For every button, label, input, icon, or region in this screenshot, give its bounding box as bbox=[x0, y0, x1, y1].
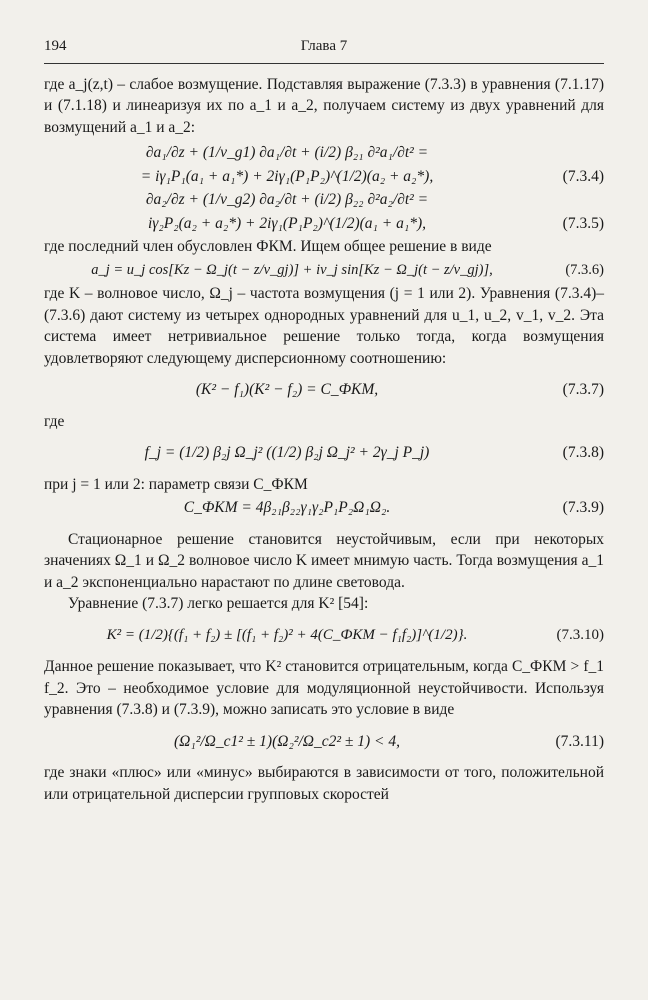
equation-7-3-6 bbox=[44, 260, 604, 282]
running-head bbox=[44, 36, 604, 64]
equation-body: = iγ₁P₁(a₁ + a₁*) + 2iγ₁(P₁P₂)^(1/2)(a₂ + a₂*), bbox=[140, 167, 434, 185]
equation-body: (Ω₁²/Ω_c1² ± 1)(Ω₂²/Ω_c2² ± 1) < 4, bbox=[173, 732, 401, 750]
paragraph: при j = 1 или 2: параметр связи C_ФКМ bbox=[44, 475, 308, 493]
equation-body: ∂a₁/∂z + (1/v_g1) ∂a₁/∂t + (i/2) β₂₁ ∂²a₁/∂t² = bbox=[145, 144, 429, 161]
paragraph: где знаки «плюс» или «минус» выбираются в зависимости от того, положительной или отрицательной дисперсии групповых скоростей bbox=[44, 764, 604, 803]
equation-number: (7.3.4) bbox=[562, 167, 604, 185]
paragraph: где последний член обусловлен ФКМ. Ищем общее решение в виде bbox=[44, 238, 492, 255]
equation-7-3-7 bbox=[44, 379, 604, 401]
equation-number: (7.3.5) bbox=[562, 214, 604, 232]
equation-body: ∂a₂/∂z + (1/v_g2) ∂a₂/∂t + (i/2) β₂₂ ∂²a₂/∂t² = bbox=[145, 191, 429, 208]
equation-7-3-10 bbox=[44, 625, 604, 647]
equation-7-3-9 bbox=[44, 497, 604, 519]
equation-7-3-5 bbox=[44, 213, 604, 235]
page-number: 194 bbox=[44, 38, 67, 54]
equation-body: C_ФКМ = 4β₂₁β₂₂γ₁γ₂P₁P₂Ω₁Ω₂. bbox=[183, 499, 391, 516]
paragraph: Стационарное решение становится неустойчивым, если при некоторых значениях Ω_1 и Ω_2 волновое число K имеет мнимую часть. Тогда возмущения a_1 и a_2 экспоненциально нарастают по длине световода. bbox=[44, 530, 604, 591]
equation-number: (7.3.11) bbox=[555, 732, 604, 750]
equation-number: (7.3.8) bbox=[562, 444, 604, 461]
paragraph: Уравнение (7.3.7) легко решается для K² [54]: bbox=[68, 595, 369, 612]
paragraph: где bbox=[44, 412, 65, 430]
equation-7-3-11 bbox=[44, 731, 604, 753]
equation-7-3-4 bbox=[44, 166, 604, 188]
page bbox=[44, 36, 604, 805]
paragraph: где K – волновое число, Ω_j – частота возмущения (j = 1 или 2). Уравнения (7.3.4)–(7.3.6) дают систему из четырех однородных уравнений для u_1, u_2, v_1, v_2. Эта система имеет нетривиальное решение только тогда, когда возмущения удовлетворяют следующему дисперсионному соотношению: bbox=[44, 285, 604, 367]
chapter-title: Глава 7 bbox=[300, 38, 348, 54]
equation-7-3-8 bbox=[44, 442, 604, 464]
equation-number: (7.3.6) bbox=[565, 261, 604, 278]
paragraph: Данное решение показывает, что K² становится отрицательным, когда C_ФКМ > f_1 f_2. Это – необходимое условие для модуляционной неустойчивости. Используя уравнения (7.3.8) и (7.3.9), можно записать это условие в виде bbox=[44, 658, 604, 718]
equation-body: K² = (1/2){(f₁ + f₂) ± [(f₁ + f₂)² + 4(C_ФКМ − f₁f₂)]^(1/2)}. bbox=[106, 626, 468, 643]
equation-body: (K² − f₁)(K² − f₂) = C_ФКМ, bbox=[195, 381, 379, 398]
paragraph: где a_j(z,t) – слабое возмущение. Подставляя выражение (7.3.3) в уравнения (7.1.17) и (7.1.18) и линеаризуя их по a_1 и a_2, получаем систему из двух уравнений для возмущений a_1 и a_2: bbox=[44, 75, 604, 136]
equation-number: (7.3.7) bbox=[562, 381, 604, 398]
equation-7-3-4a bbox=[44, 142, 604, 164]
equation-number: (7.3.10) bbox=[556, 626, 604, 643]
equation-body: f_j = (1/2) β₂j Ω_j² ((1/2) β₂j Ω_j² + 2γ_j P_j) bbox=[144, 444, 430, 461]
equation-body: iγ₂P₂(a₂ + a₂*) + 2iγ₁(P₁P₂)^(1/2)(a₁ + a₁*), bbox=[147, 214, 427, 232]
equation-number: (7.3.9) bbox=[562, 499, 604, 516]
equation-body: a_j = u_j cos[Kz − Ω_j(t − z/v_gj)] + iv_j sin[Kz − Ω_j(t − z/v_gj)], bbox=[91, 261, 493, 278]
equation-7-3-5a bbox=[44, 189, 604, 211]
